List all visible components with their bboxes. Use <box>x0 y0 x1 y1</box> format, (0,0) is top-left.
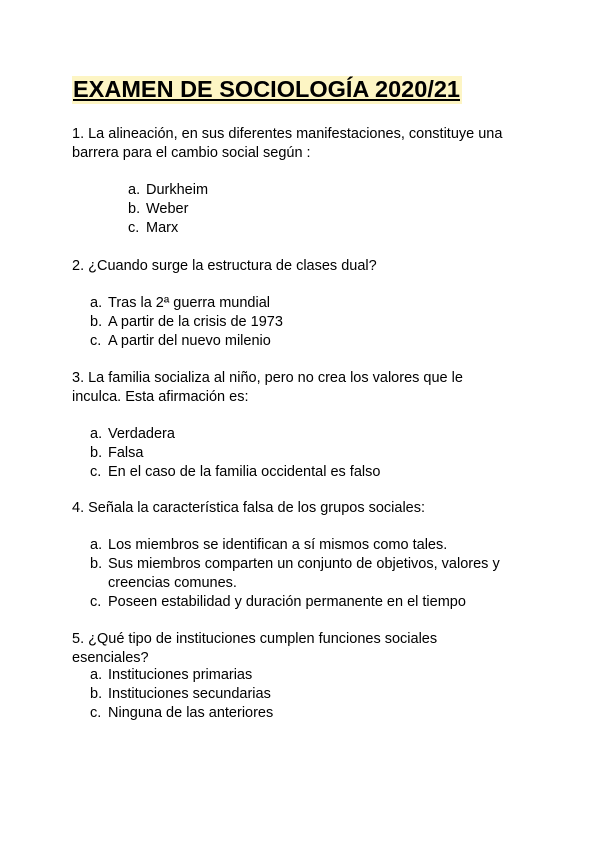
question-4-options <box>90 536 510 612</box>
option-text: Poseen estabilidad y duración permanente en el tiempo <box>108 594 466 610</box>
option-text: En el caso de la familia occidental es falso <box>108 464 381 480</box>
option-letter: b. <box>128 201 141 217</box>
option-text: Instituciones secundarias <box>108 686 271 702</box>
option-text: Los miembros se identifican a sí mismos como tales. <box>108 537 448 553</box>
option-text: Marx <box>146 220 179 236</box>
option-letter: b. <box>90 556 103 572</box>
option-letter: b. <box>90 686 103 702</box>
option-text: Durkheim <box>146 182 209 198</box>
option-letter: c. <box>90 705 102 721</box>
question-3-options <box>90 425 510 482</box>
question-4-option-b <box>90 555 510 593</box>
question-5-option-b <box>90 685 510 704</box>
option-letter: c. <box>90 333 102 349</box>
option-letter: a. <box>90 426 103 442</box>
option-letter: a. <box>90 295 103 311</box>
question-2-options <box>90 294 510 351</box>
question-5-options <box>90 666 510 723</box>
question-5-option-a <box>90 666 510 685</box>
question-5: 5. ¿Qué tipo de instituciones cumplen funciones sociales esenciales? <box>72 631 438 666</box>
option-letter: b. <box>90 445 103 461</box>
option-letter: a. <box>90 537 103 553</box>
question-4: 4. Señala la característica falsa de los grupos sociales: <box>72 500 426 516</box>
option-letter: a. <box>128 182 141 198</box>
option-text: Weber <box>146 201 189 217</box>
option-text: Falsa <box>108 445 144 461</box>
option-text: A partir de la crisis de 1973 <box>108 314 283 330</box>
option-letter: c. <box>128 220 140 236</box>
question-2-option-a <box>90 294 510 313</box>
question-1-option-c <box>128 219 428 238</box>
question-3-option-c <box>90 463 510 482</box>
question-1-options <box>128 181 428 238</box>
option-text: Sus miembros comparten un conjunto de objetivos, valores y creencias comunes. <box>108 556 500 591</box>
question-4-option-c <box>90 593 510 612</box>
option-letter: c. <box>90 594 102 610</box>
option-text: Verdadera <box>108 426 175 442</box>
question-1-option-a <box>128 181 428 200</box>
question-2-option-c <box>90 332 510 351</box>
option-text: Tras la 2ª guerra mundial <box>108 295 270 311</box>
question-5-option-c <box>90 704 510 723</box>
option-letter: b. <box>90 314 103 330</box>
question-2-option-b <box>90 313 510 332</box>
option-text: Ninguna de las anteriores <box>108 705 274 721</box>
question-4-option-a <box>90 536 510 555</box>
question-1-option-b <box>128 200 428 219</box>
question-3: 3. La familia socializa al niño, pero no crea los valores que le inculca. Esta afirmación es: <box>72 370 463 405</box>
question-1: 1. La alineación, en sus diferentes manifestaciones, constituye una barrera para el cambio social según : <box>72 126 503 161</box>
option-letter: a. <box>90 667 103 683</box>
question-3-option-a <box>90 425 510 444</box>
option-text: Instituciones primarias <box>108 667 253 683</box>
exam-title: EXAMEN DE SOCIOLOGÍA 2020/21 <box>73 76 460 102</box>
option-text: A partir del nuevo milenio <box>108 333 271 349</box>
question-2: 2. ¿Cuando surge la estructura de clases dual? <box>72 258 377 274</box>
question-3-option-b <box>90 444 510 463</box>
option-letter: c. <box>90 464 102 480</box>
